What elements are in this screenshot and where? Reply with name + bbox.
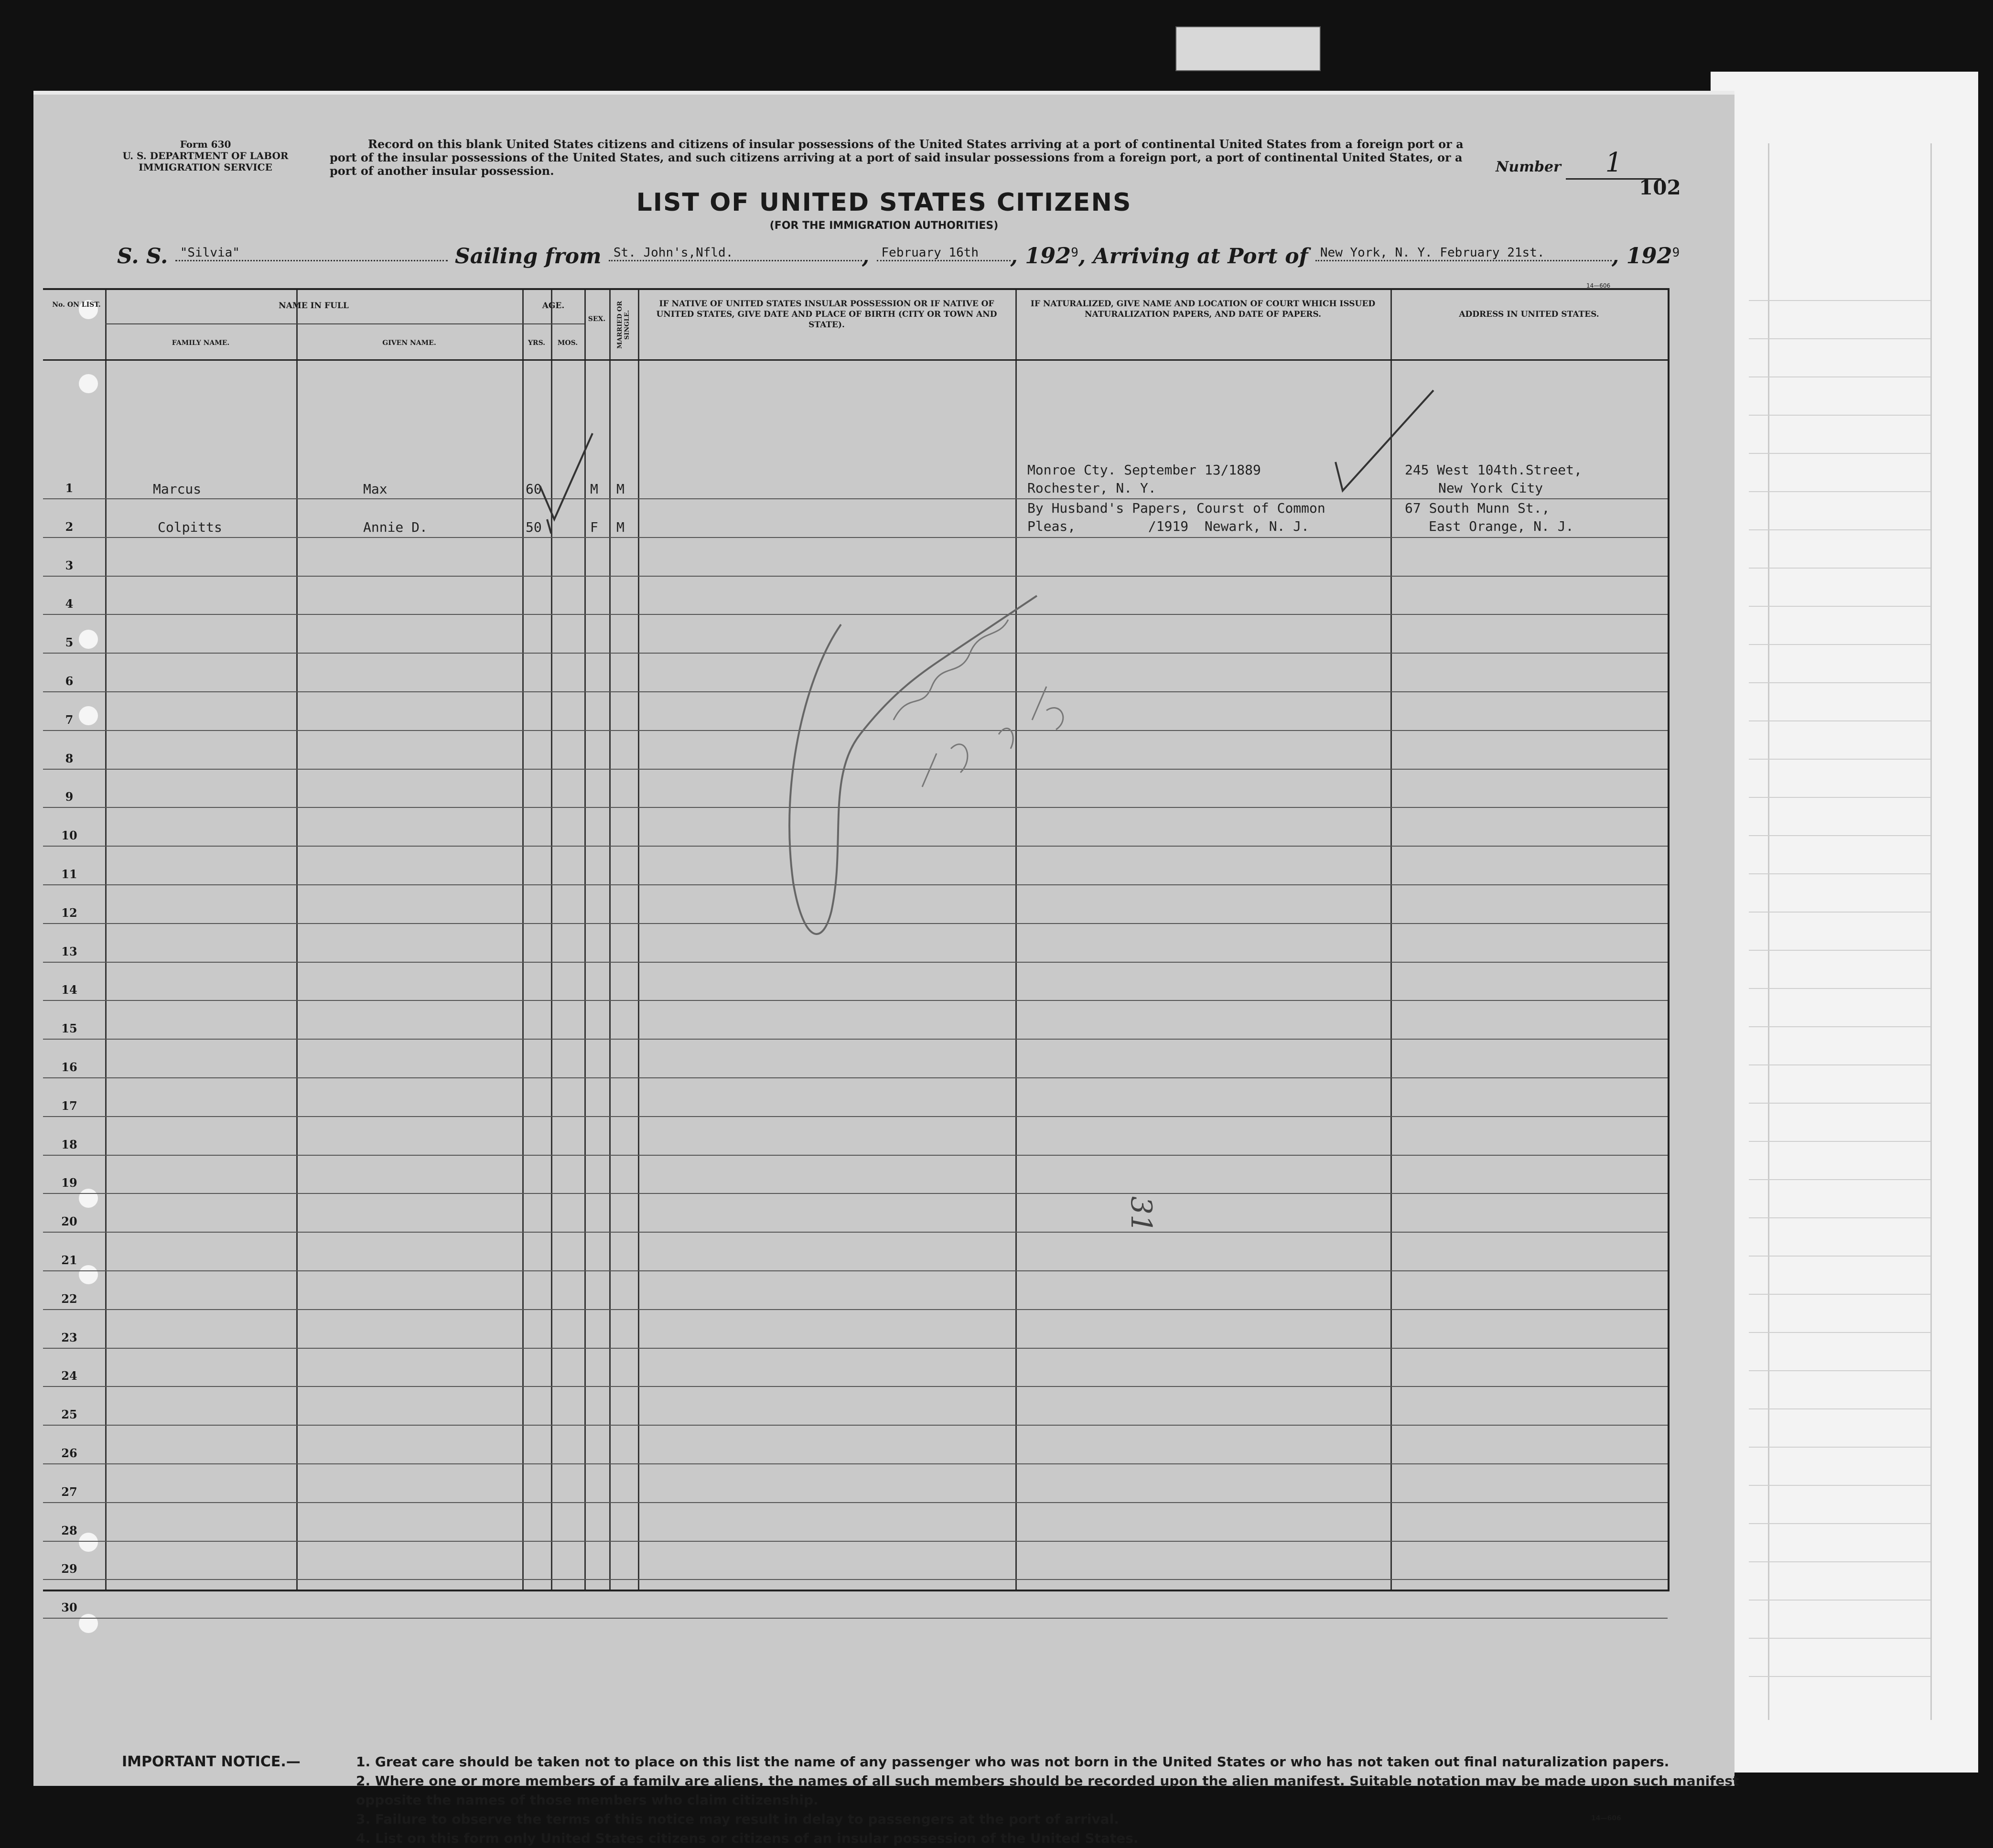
voyage-line: S. S. "Silvia" Sailing from St. John's,Nfld. , February 16th , $192^9$, Arriving at Port of New York, N. Y. February 21st. , $192^9$ <box>117 243 1680 269</box>
row-rule <box>43 1463 1668 1464</box>
row-number: 14 <box>61 983 77 997</box>
list-number <box>1496 147 1661 180</box>
header-no: No. ON LIST. <box>52 301 101 309</box>
header-naturalized: IF NATURALIZED, GIVE NAME AND LOCATION OF COURT WHICH ISSUED NATURALIZATION PAPERS, AND DATE OF PAPERS. <box>1030 299 1376 319</box>
header-divider <box>105 323 522 324</box>
header-name-in-full: NAME IN FULL <box>279 301 349 311</box>
header-given-name: GIVEN NAME. <box>382 339 436 347</box>
row-rule <box>43 1232 1668 1233</box>
header-bottom-rule <box>43 359 1668 361</box>
passenger-family-name: Colpitts <box>158 519 222 535</box>
number-label: Number <box>1496 159 1561 175</box>
column-divider <box>522 290 524 1590</box>
row-number: 20 <box>61 1214 77 1229</box>
passenger-address-line1: 245 West 104th.Street, <box>1405 462 1582 478</box>
row-number: 4 <box>65 597 74 611</box>
row-rule <box>43 498 1668 499</box>
row-rule <box>43 1348 1668 1349</box>
notice-lead: IMPORTANT NOTICE.— <box>122 1753 301 1770</box>
row-number: 19 <box>61 1176 77 1190</box>
arrival-year-digit: 9 <box>1672 246 1680 260</box>
passenger-age-years: 60 <box>526 481 542 497</box>
row-number: 21 <box>61 1253 77 1267</box>
row-number: 16 <box>61 1060 77 1074</box>
header-family-name: FAMILY NAME. <box>172 339 230 347</box>
form-identifier <box>119 139 291 173</box>
passenger-given-name: Max <box>363 481 388 497</box>
header-sex: SEX. <box>588 315 606 323</box>
passenger-address-line2: East Orange, N. J. <box>1429 518 1574 534</box>
notice-item: 2. Where one or more members of a family are aliens, the names of all such members should be recorded upon the alien manifest. Suitable notation may be made upon such manifest opposite the names of those members who claim citizenship. <box>356 1773 1739 1808</box>
check-mark <box>535 429 602 534</box>
arrival-port-date: New York, N. Y. February 21st. <box>1315 246 1612 261</box>
row-rule <box>43 537 1668 538</box>
sailing-year-digit: 9 <box>1071 246 1078 260</box>
stamp-number: 31 <box>1124 1196 1158 1233</box>
row-number: 25 <box>61 1407 77 1422</box>
sailing-year-label: 192 <box>1025 243 1071 269</box>
passenger-address-line2: New York City <box>1438 480 1543 496</box>
row-number: 24 <box>61 1369 77 1383</box>
pencil-stroke <box>894 620 1008 720</box>
folder-tab <box>1175 26 1321 71</box>
passenger-married: M <box>616 481 625 497</box>
column-divider <box>105 290 107 1590</box>
notice-item: 1. Great care should be taken not to place on this list the name of any passenger who was not born in the United States or who has not taken out final naturalization papers. <box>356 1754 1670 1770</box>
row-number: 30 <box>61 1601 77 1615</box>
passenger-married: M <box>616 519 625 535</box>
pencil-stroke <box>922 687 1063 787</box>
header-native: IF NATIVE OF UNITED STATES INSULAR POSSESSION OR IF NATIVE OF UNITED STATES, GIVE DATE AND PLACE OF BIRTH (CITY OR TOWN AND STATE). <box>656 299 997 330</box>
row-number: 22 <box>61 1291 77 1306</box>
footer-mark: 14—606 <box>1591 1815 1621 1822</box>
header-yrs: YRS. <box>528 339 546 347</box>
row-number: 13 <box>61 944 77 958</box>
form-number: Form 630 <box>180 139 231 150</box>
arriving-label: Arriving at Port of <box>1093 244 1308 269</box>
row-number: 11 <box>61 867 77 881</box>
row-number: 29 <box>61 1562 77 1576</box>
row-number: 6 <box>65 674 74 688</box>
passenger-naturalization-line2: Pleas, /1919 Newark, N. J. <box>1027 518 1310 534</box>
column-divider <box>609 290 611 1590</box>
page-number: 102 <box>1639 176 1681 199</box>
back-sheet-line <box>1930 143 1932 1720</box>
page-subtitle: (FOR THE IMMIGRATION AUTHORITIES) <box>769 220 999 232</box>
passenger-sex: F <box>590 519 598 535</box>
row-rule <box>43 1193 1668 1194</box>
row-rule <box>43 1541 1668 1542</box>
row-number: 17 <box>61 1098 77 1113</box>
row-number: 8 <box>65 751 74 765</box>
row-rule <box>43 1270 1668 1271</box>
row-number: 28 <box>61 1523 77 1537</box>
passenger-table <box>43 288 1670 1615</box>
passenger-family-name: Marcus <box>153 481 202 497</box>
form-instruction: Record on this blank United States citizens and citizens of insular possessions of the United States arriving at a port of continental United States from a foreign port or a port of the insular possessions of the United States, and such citizens arriving at a port of said insular possessions from a foreign port, a port of continental United States, or a port of another insular possession. <box>330 137 1464 178</box>
check-mark-stroke <box>547 519 557 534</box>
check-mark <box>1333 386 1438 495</box>
row-number: 10 <box>61 828 77 843</box>
row-number: 1 <box>65 481 74 495</box>
row-number: 7 <box>65 712 74 727</box>
check-mark-stroke <box>1336 390 1433 491</box>
form-service: IMMIGRATION SERVICE <box>139 161 272 173</box>
passenger-address-line1: 67 South Munn St., <box>1405 500 1550 516</box>
passenger-given-name: Annie D. <box>363 519 428 535</box>
back-sheet <box>1711 72 1978 1773</box>
printer-mark: 14—606 <box>1586 282 1611 289</box>
row-rule <box>43 1155 1668 1156</box>
pencil-stroke <box>789 596 1037 934</box>
punch-hole <box>79 1614 98 1633</box>
column-divider <box>296 290 298 1590</box>
passenger-age-years: 50 <box>526 519 542 535</box>
pencil-annotation <box>750 577 1104 1150</box>
header-age: AGE. <box>542 301 565 311</box>
header-mos: MOS. <box>557 339 578 347</box>
arrival-year-label: 192 <box>1626 243 1672 269</box>
passenger-naturalization-line1: Monroe Cty. September 13/1889 <box>1027 462 1261 478</box>
ship-name: "Silvia" <box>175 246 448 261</box>
number-value: 1 <box>1566 147 1661 180</box>
passenger-sex: M <box>590 481 598 497</box>
row-number: 2 <box>65 519 74 534</box>
passenger-naturalization-line2: Rochester, N. Y. <box>1027 480 1156 496</box>
row-number: 3 <box>65 558 74 572</box>
row-rule <box>43 1386 1668 1387</box>
row-rule <box>43 1502 1668 1503</box>
notice-item: 3. Failure to observe the terms of this notice may result in delay to passengers at the port of arrival. <box>356 1811 1119 1827</box>
sailing-label: Sailing from <box>455 244 602 269</box>
manifest-sheet <box>33 91 1739 1846</box>
row-number: 18 <box>61 1137 77 1151</box>
header-divider <box>522 323 584 324</box>
row-rule <box>43 1579 1668 1580</box>
column-divider <box>638 290 639 1590</box>
row-number: 23 <box>61 1330 77 1344</box>
row-rule <box>43 1618 1668 1619</box>
row-number: 27 <box>61 1484 77 1499</box>
row-number: 5 <box>65 635 74 650</box>
header-address: ADDRESS IN UNITED STATES. <box>1459 310 1599 319</box>
sailing-date: February 16th <box>877 246 1011 261</box>
form-department: U. S. DEPARTMENT OF LABOR <box>122 150 289 161</box>
row-number: 9 <box>65 790 74 804</box>
row-number: 15 <box>61 1021 77 1036</box>
back-sheet-grid <box>1749 263 1930 1696</box>
notice-item: 4. List on this form only United States citizens or citizens of an insular possession of the United States. <box>356 1830 1139 1846</box>
row-rule <box>43 1309 1668 1310</box>
row-number: 12 <box>61 905 77 920</box>
ss-label: S. S. <box>117 244 168 269</box>
check-mark-stroke <box>540 433 593 519</box>
row-rule <box>43 1425 1668 1426</box>
page-title: LIST OF UNITED STATES CITIZENS <box>636 188 1132 217</box>
from-port: St. John's,Nfld. <box>609 246 862 261</box>
passenger-naturalization-line1: By Husband's Papers, Courst of Common <box>1027 500 1325 516</box>
header-married: MARRIED OR SINGLE. <box>616 301 631 349</box>
row-number: 26 <box>61 1446 77 1460</box>
